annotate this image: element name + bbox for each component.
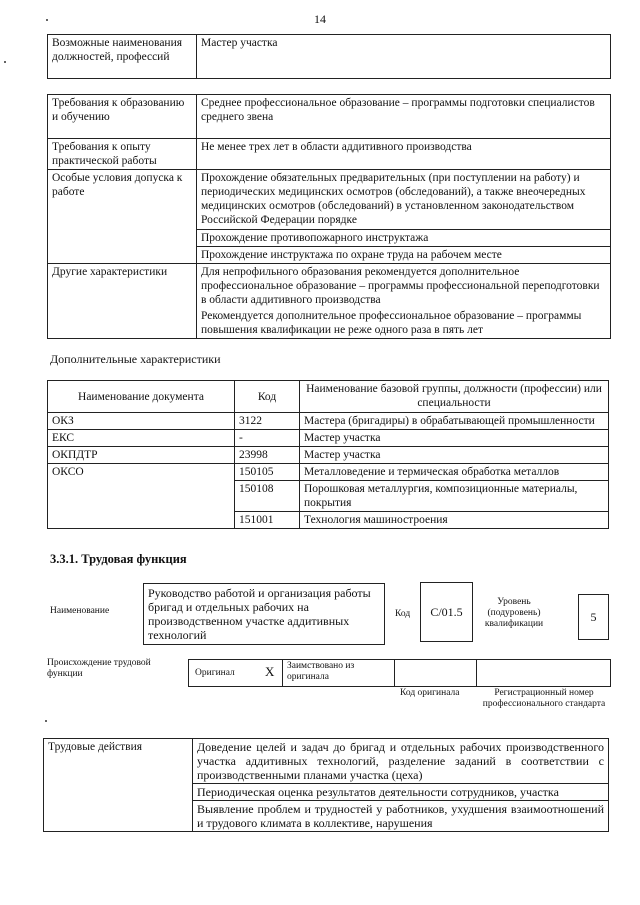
scan-dot bbox=[4, 61, 6, 63]
origin-label: Происхождение трудовой функции bbox=[47, 658, 151, 679]
requirement-label: Требования к образованию и обучению bbox=[48, 95, 197, 139]
function-code-label: Код bbox=[395, 609, 411, 619]
additional-heading: Дополнительные характеристики bbox=[50, 352, 221, 366]
row-name: Мастер участка bbox=[300, 430, 609, 447]
row-doc: ЕКС bbox=[48, 430, 235, 447]
positions-label: Возможные наименования должностей, профессий bbox=[48, 35, 197, 79]
page-number: 14 bbox=[314, 12, 326, 26]
origin-original-cell bbox=[188, 659, 284, 687]
scan-dot bbox=[45, 720, 47, 722]
labor-action-item: Периодическая оценка результатов деятельности сотрудников, участка bbox=[193, 784, 609, 801]
origin-code-cell bbox=[394, 659, 478, 687]
col-header-code: Код bbox=[235, 381, 300, 413]
row-name: Мастер участка bbox=[300, 447, 609, 464]
row-code: 23998 bbox=[235, 447, 300, 464]
row-name: Порошковая металлургия, композиционные материалы, покрытия bbox=[300, 481, 609, 512]
scan-dot bbox=[46, 19, 48, 21]
col-header-name: Наименование базовой группы, должности (профессии) или специальности bbox=[300, 381, 609, 413]
requirement-value: Не менее трех лет в области аддитивного производства bbox=[197, 139, 611, 170]
row-doc: ОКСО bbox=[48, 464, 235, 529]
origin-borrowed-cell bbox=[282, 659, 396, 687]
requirement-label: Другие характеристики bbox=[48, 264, 197, 339]
reg-number-label: Регистрационный номер профессионального стандарта bbox=[482, 688, 606, 709]
row-name: Технология машиностроения bbox=[300, 512, 609, 529]
requirements-table bbox=[47, 94, 611, 339]
row-code: - bbox=[235, 430, 300, 447]
requirement-label: Требования к опыту практической работы bbox=[48, 139, 197, 170]
row-doc: ОКЗ bbox=[48, 413, 235, 430]
original-mark: X bbox=[265, 664, 275, 679]
table-row bbox=[48, 447, 609, 464]
origin-reg-cell bbox=[476, 659, 611, 687]
requirement-value: Рекомендуется дополнительное профессиональное образование – программы повышения квалификации не реже одного раза в пять лет bbox=[197, 308, 611, 339]
positions-value: Мастер участка bbox=[197, 35, 611, 79]
function-level-label: Уровень (подуровень) квалификации bbox=[484, 597, 544, 629]
positions-table bbox=[47, 34, 611, 79]
col-header-doc: Наименование документа bbox=[48, 381, 235, 413]
row-name: Металловедение и термическая обработка металлов bbox=[300, 464, 609, 481]
requirement-value: Прохождение противопожарного инструктажа bbox=[197, 230, 611, 247]
row-code: 151001 bbox=[235, 512, 300, 529]
labor-actions-table bbox=[43, 738, 609, 832]
row-name: Мастера (бригадиры) в обрабатывающей промышленности bbox=[300, 413, 609, 430]
function-name-label: Наименование bbox=[50, 606, 110, 616]
function-code-value: C/01.5 bbox=[420, 582, 473, 642]
function-heading: 3.3.1. Трудовая функция bbox=[50, 552, 187, 566]
table-row bbox=[48, 430, 609, 447]
labor-action-item: Выявление проблем и трудностей у работников, ухудшения взаимоотношений и трудового климата в коллективе, нарушения bbox=[193, 801, 609, 832]
labor-action-item: Доведение целей и задач до бригад и отдельных рабочих производственного участка аддитивных технологий, разделение заданий в соответствии с производственными планами участка (цеха) bbox=[193, 739, 609, 784]
additional-table bbox=[47, 380, 609, 529]
row-code: 3122 bbox=[235, 413, 300, 430]
table-row bbox=[48, 413, 609, 430]
original-label: Оригинал bbox=[195, 668, 235, 678]
labor-actions-label: Трудовые действия bbox=[44, 739, 193, 832]
function-level-value: 5 bbox=[578, 594, 609, 640]
requirement-value: Для непрофильного образования рекомендуется дополнительное профессиональное образование – программы профессиональной переподготовки в области аддитивного производства bbox=[197, 264, 611, 309]
row-code: 150105 bbox=[235, 464, 300, 481]
requirement-value: Прохождение инструктажа по охране труда на рабочем месте bbox=[197, 247, 611, 264]
requirement-label: Особые условия допуска к работе bbox=[48, 170, 197, 264]
requirement-value: Прохождение обязательных предварительных (при поступлении на работу) и периодических медицинских осмотров (обследований), а также внеочередных медицинских осмотров (обследований) в установленном законодательством Российской Федерации порядке bbox=[197, 170, 611, 230]
code-original-label: Код оригинала bbox=[400, 688, 460, 698]
table-row bbox=[48, 464, 609, 481]
requirement-value: Среднее профессиональное образование – программы подготовки специалистов среднего звена bbox=[197, 95, 611, 139]
row-code: 150108 bbox=[235, 481, 300, 512]
function-name-value: Руководство работой и организация работы бригад и отдельных рабочих на производственном участке аддитивных технологий bbox=[143, 583, 385, 645]
row-doc: ОКПДТР bbox=[48, 447, 235, 464]
borrowed-label: Заимствовано из оригинала bbox=[287, 661, 355, 682]
